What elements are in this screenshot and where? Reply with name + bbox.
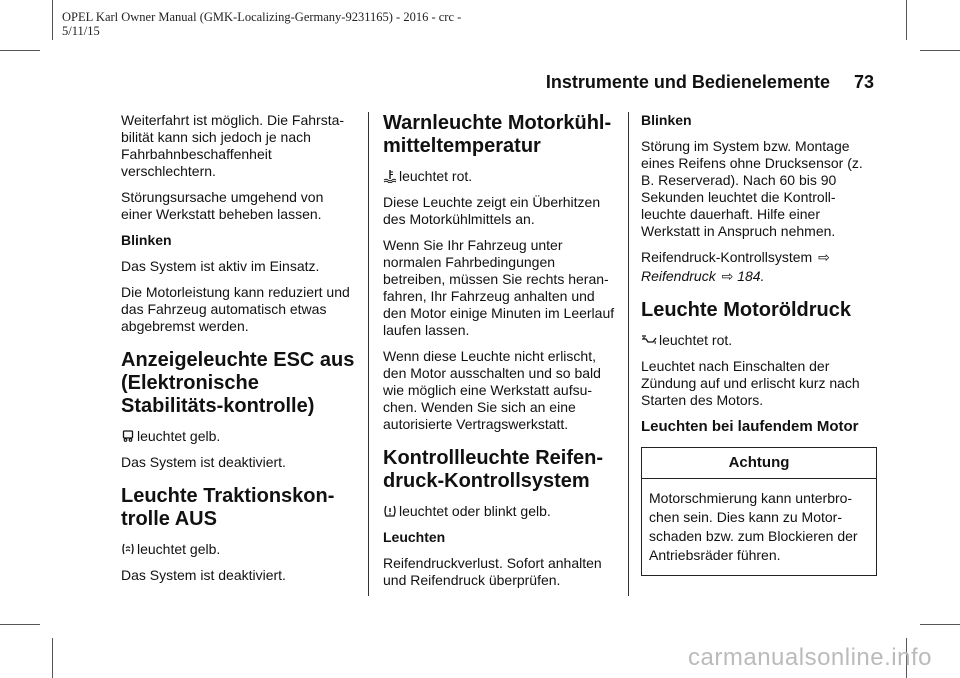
tpms-lamp-line: [383, 503, 619, 520]
column-1: [121, 112, 357, 593]
paragraph: Das System ist deaktiviert.: [121, 567, 286, 583]
paragraph: Leuchtet nach Einschalten der Zündung auf und erlischt kurz nach Starten des Motors.: [641, 358, 860, 408]
subheading-leuchten: Leuchten: [383, 529, 446, 545]
paragraph: Reifendruckverlust. Sofort anhalten und Reifendruck überprüfen.: [383, 555, 602, 588]
paragraph: Störung im System bzw. Montage eines Reifens ohne Drucksensor (z. B. Reserverad). Nach 60 bis 90 Sekunden leuchtet die Kontroll-leuchte dauerhaft. Hilfe einer Werkstatt in Anspruch nehmen.: [641, 138, 863, 239]
paragraph: Das System ist deaktiviert.: [121, 454, 286, 470]
cross-reference-line: [641, 249, 877, 266]
cross-reference-page[interactable]: 184: [737, 268, 761, 284]
oil-pressure-icon: [641, 333, 657, 347]
crop-mark: [906, 0, 907, 40]
crop-mark: [52, 638, 53, 678]
paragraph: Wenn Sie Ihr Fahrzeug unter normalen Fahrbedingungen betreiben, müssen Sie rechts heran-fahren, Ihr Fahrzeug anhalten und den Motor einige Minuten im Leerlauf laufen lassen.: [383, 237, 615, 338]
cross-reference-line: Reifendruck ⇨ 184.: [641, 268, 765, 284]
subheading-running-engine: Leuchten bei laufendem Motor: [641, 418, 859, 435]
paragraph: Wenn diese Leuchte nicht erlischt, den Motor ausschalten und so bald wie möglich eine Werkstatt aufsu-chen. Wenden Sie sich an eine autorisierte Vertragswerkstatt.: [383, 348, 601, 432]
esc-lamp-text: leuchtet gelb.: [137, 428, 221, 444]
subheading-blinken: Blinken: [121, 232, 172, 248]
caution-body: Motorschmierung kann unterbro-chen sein. Dies kann zu Motor-schaden bzw. zum Blockieren der Antriebsräder führen.: [649, 490, 858, 563]
running-head: [546, 72, 874, 93]
coolant-lamp-text: leuchtet rot.: [399, 168, 473, 184]
crop-mark: [920, 624, 960, 625]
tire-pressure-icon: [383, 504, 397, 518]
column-3: [641, 112, 877, 576]
paragraph: Die Motorleistung kann reduziert und das Fahrzeug automatisch etwas abgebremst werden.: [121, 284, 350, 334]
section-title: Instrumente und Bedienelemente: [545, 72, 830, 92]
crop-mark: [920, 50, 960, 51]
cross-reference-reifendruck[interactable]: Reifendruck: [641, 268, 716, 284]
caution-box: [641, 447, 877, 576]
crop-mark: [0, 50, 40, 51]
coolant-lamp-line: [383, 168, 619, 185]
oil-lamp-text: leuchtet rot.: [659, 332, 733, 348]
column-2: [383, 112, 619, 598]
heading-traction-control: Leuchte Traktionskon-trolle AUS: [121, 485, 335, 530]
watermark: carmanualsonline.info: [688, 644, 932, 671]
tpms-lamp-text: leuchtet oder blinkt gelb.: [399, 503, 551, 519]
paragraph: Weiterfahrt ist möglich. Die Fahrsta-bilität kann sich jedoch je nach Fahrbahnbeschaffenheit verschlechtern.: [121, 112, 345, 179]
heading-coolant-temperature: Warnleuchte Motorkühl-mitteltemperatur: [383, 112, 612, 157]
print-meta-line1: OPEL Karl Owner Manual (GMK-Localizing-Germany-9231165) - 2016 - crc -: [62, 10, 462, 24]
page-number: 73: [853, 72, 874, 92]
subheading-blinken: Blinken: [641, 112, 692, 128]
crop-mark: [0, 624, 40, 625]
print-meta: [62, 10, 461, 38]
print-meta-line2: 5/11/15: [62, 24, 100, 38]
paragraph: Störungsursache umgehend von einer Werkstatt beheben lassen.: [121, 189, 324, 222]
tc-lamp-line: [121, 541, 357, 558]
heading-esc-off: Anzeigeleuchte ESC aus (Elektronische Stabilitäts-kontrolle): [121, 349, 355, 417]
esc-lamp-line: [121, 428, 357, 445]
oil-lamp-line: [641, 332, 877, 349]
column-divider: [628, 112, 629, 596]
paragraph: Diese Leuchte zeigt ein Überhitzen des Motorkühlmittels an.: [383, 194, 601, 227]
page-reference-arrow-icon: ⇨: [818, 249, 830, 265]
traction-control-off-icon: [121, 542, 135, 556]
heading-oil-pressure: Leuchte Motoröldruck: [641, 299, 852, 321]
paragraph: Das System ist aktiv im Einsatz.: [121, 258, 320, 274]
page-reference-arrow-icon: ⇨: [721, 268, 734, 284]
coolant-temperature-icon: [383, 169, 397, 183]
column-divider: [368, 112, 369, 596]
heading-tpms: Kontrollleuchte Reifen-druck-Kontrollsystem: [383, 447, 604, 492]
caution-title: Achtung: [642, 448, 876, 479]
cross-reference-tpms[interactable]: Reifendruck-Kontrollsystem: [641, 249, 813, 265]
esc-off-icon: [121, 429, 135, 443]
tc-lamp-text: leuchtet gelb.: [137, 541, 221, 557]
crop-mark: [52, 0, 53, 40]
